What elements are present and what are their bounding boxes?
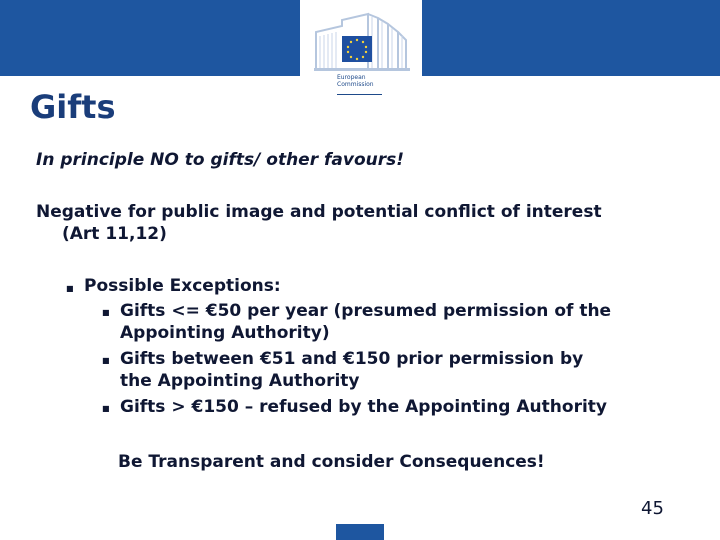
negative-line: Negative for public image and potential conflict of interest (36, 202, 602, 222)
bullet-square-icon: ■ (66, 284, 74, 293)
exception-1-line-1: Gifts <= €50 per year (presumed permission of the (120, 301, 612, 321)
closing-statement: Be Transparent and consider Consequences! (118, 452, 545, 472)
commission-logo (300, 0, 422, 100)
principle-line: In principle NO to gifts/ other favours! (36, 150, 404, 170)
building-logo-icon (308, 10, 418, 72)
logo-text-line-2: Commission (337, 81, 374, 88)
exception-2-line-2: the Appointing Authority (120, 371, 360, 391)
bullet-square-icon: ■ (102, 404, 110, 413)
bullet-square-icon: ■ (102, 356, 110, 365)
exception-2-line-1: Gifts between €51 and €150 prior permission by (120, 349, 584, 369)
footer-band (336, 524, 384, 540)
exceptions-heading: Possible Exceptions: (84, 276, 281, 296)
slide-title: Gifts (30, 88, 116, 126)
logo-underline (337, 94, 382, 95)
bullet-square-icon: ■ (102, 308, 110, 317)
exception-3-line-1: Gifts > €150 – refused by the Appointing Authority (120, 397, 607, 417)
page-number: 45 (641, 498, 664, 519)
negative-line-continued: (Art 11,12) (62, 224, 167, 244)
logo-wordmark (337, 74, 374, 88)
logo-text-line-1: European (337, 74, 366, 81)
exception-1-line-2: Appointing Authority) (120, 323, 330, 343)
